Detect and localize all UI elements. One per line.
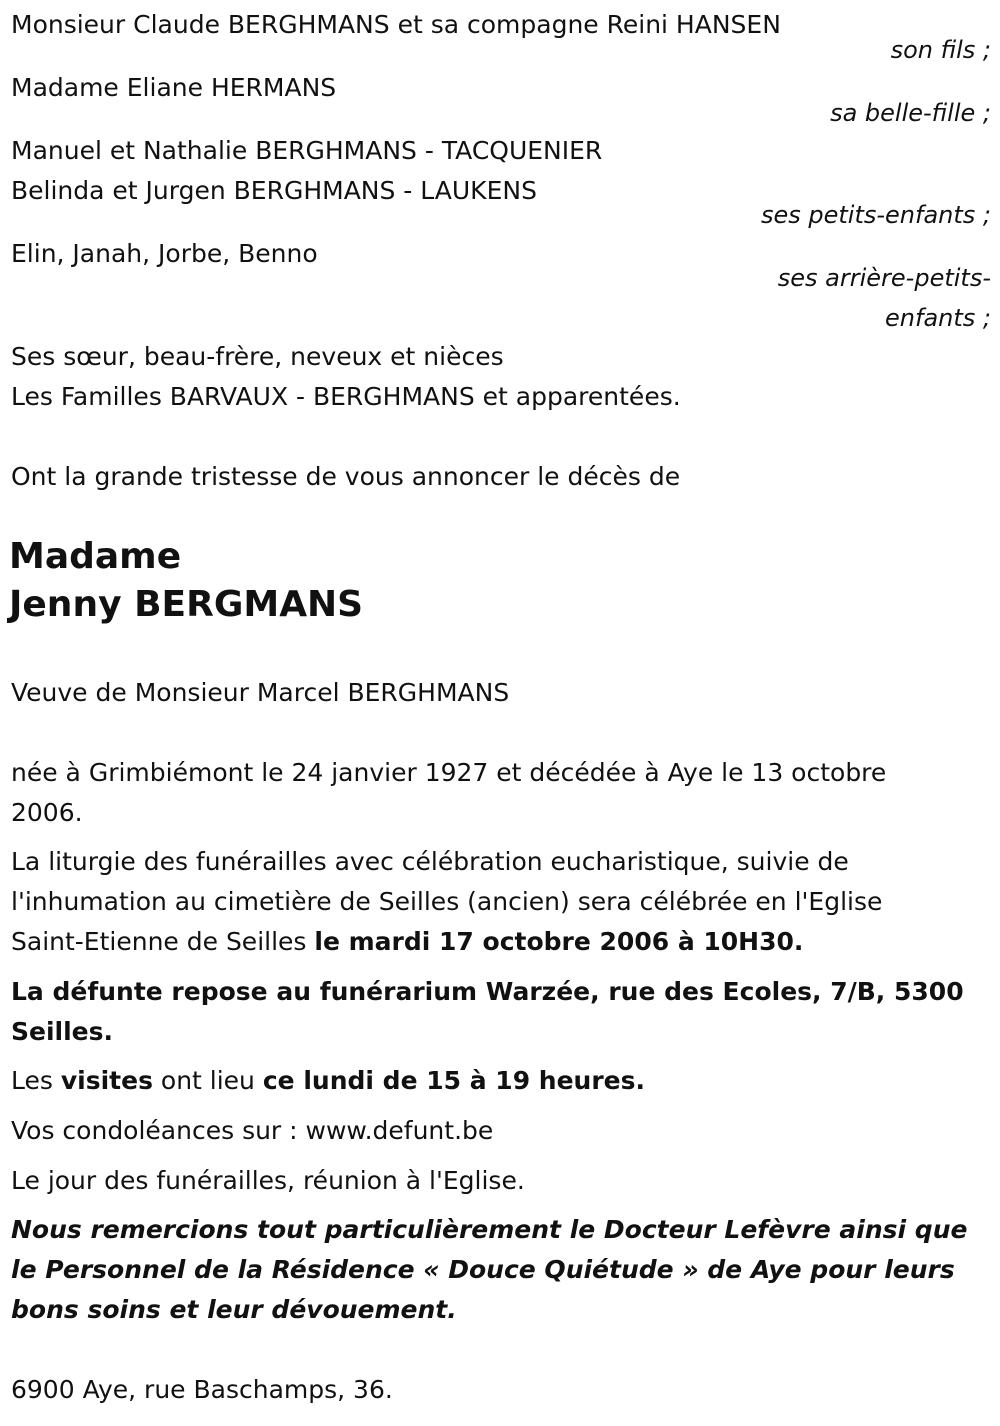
visits-middle: ont lieu: [152, 1066, 263, 1095]
grandchildren-line-2: Belinda et Jurgen BERGHMANS - LAUKENS: [11, 176, 537, 205]
funerarium-line-2: Seilles.: [11, 1017, 114, 1046]
great-grandchildren-relation-line-2: enfants ;: [885, 304, 991, 332]
son-relation: son fils ;: [890, 36, 991, 64]
son-name: Monsieur Claude BERGHMANS et sa compagne Reini HANSEN: [11, 10, 781, 39]
deceased-name: Jenny BERGMANS: [9, 584, 364, 625]
liturgy-line-3: [11, 922, 803, 962]
visits-prefix: Les: [11, 1066, 61, 1095]
birth-death-line-2: 2006.: [11, 798, 83, 827]
birth-death-line-1: née à Grimbiémont le 24 janvier 1927 et décédée à Aye le 13 octobre: [11, 758, 887, 787]
thanks-line-3: bons soins et leur dévouement.: [11, 1295, 457, 1324]
liturgy-date-time: le mardi 17 octobre 2006 à 10H30.: [314, 927, 804, 956]
daughter-in-law-name: Madame Eliane HERMANS: [11, 73, 337, 102]
condolences-line: Vos condoléances sur : www.defunt.be: [11, 1116, 494, 1145]
visits-line: [11, 1061, 645, 1101]
widow-of-line: Veuve de Monsieur Marcel BERGHMANS: [11, 678, 510, 707]
announcement-text: Ont la grande tristesse de vous annoncer le décès de: [11, 462, 681, 491]
visits-word: visites: [60, 1066, 153, 1095]
thanks-line-1: Nous remercions tout particulièrement le Docteur Lefèvre ainsi que: [11, 1215, 968, 1244]
deceased-title: Madame: [9, 536, 182, 577]
great-grandchildren-relation-line-1: ses arrière-petits-: [777, 264, 991, 292]
funeral-meeting-line: Le jour des funérailles, réunion à l'Eglise.: [11, 1166, 525, 1195]
grandchildren-relation: ses petits-enfants ;: [760, 201, 991, 229]
liturgy-line-2: l'inhumation au cimetière de Seilles (ancien) sera célébrée en l'Eglise: [11, 887, 883, 916]
address-line: 6900 Aye, rue Baschamps, 36.: [11, 1375, 393, 1404]
funerarium-line-1: La défunte repose au funérarium Warzée, rue des Ecoles, 7/B, 5300: [11, 977, 964, 1006]
daughter-in-law-relation: sa belle-fille ;: [830, 99, 991, 127]
thanks-line-2: le Personnel de la Résidence « Douce Quiétude » de Aye pour leurs: [11, 1255, 955, 1284]
great-grandchildren-names: Elin, Janah, Jorbe, Benno: [11, 239, 318, 268]
grandchildren-line-1: Manuel et Nathalie BERGHMANS - TACQUENIER: [11, 136, 603, 165]
siblings-line: Ses sœur, beau-frère, neveux et nièces: [11, 342, 504, 371]
visits-schedule: ce lundi de 15 à 19 heures.: [262, 1066, 646, 1095]
liturgy-line-1: La liturgie des funérailles avec célébration eucharistique, suivie de: [11, 847, 849, 876]
liturgy-church-text: Saint-Etienne de Seilles: [11, 927, 315, 956]
families-line: Les Familles BARVAUX - BERGHMANS et apparentées.: [11, 382, 681, 411]
